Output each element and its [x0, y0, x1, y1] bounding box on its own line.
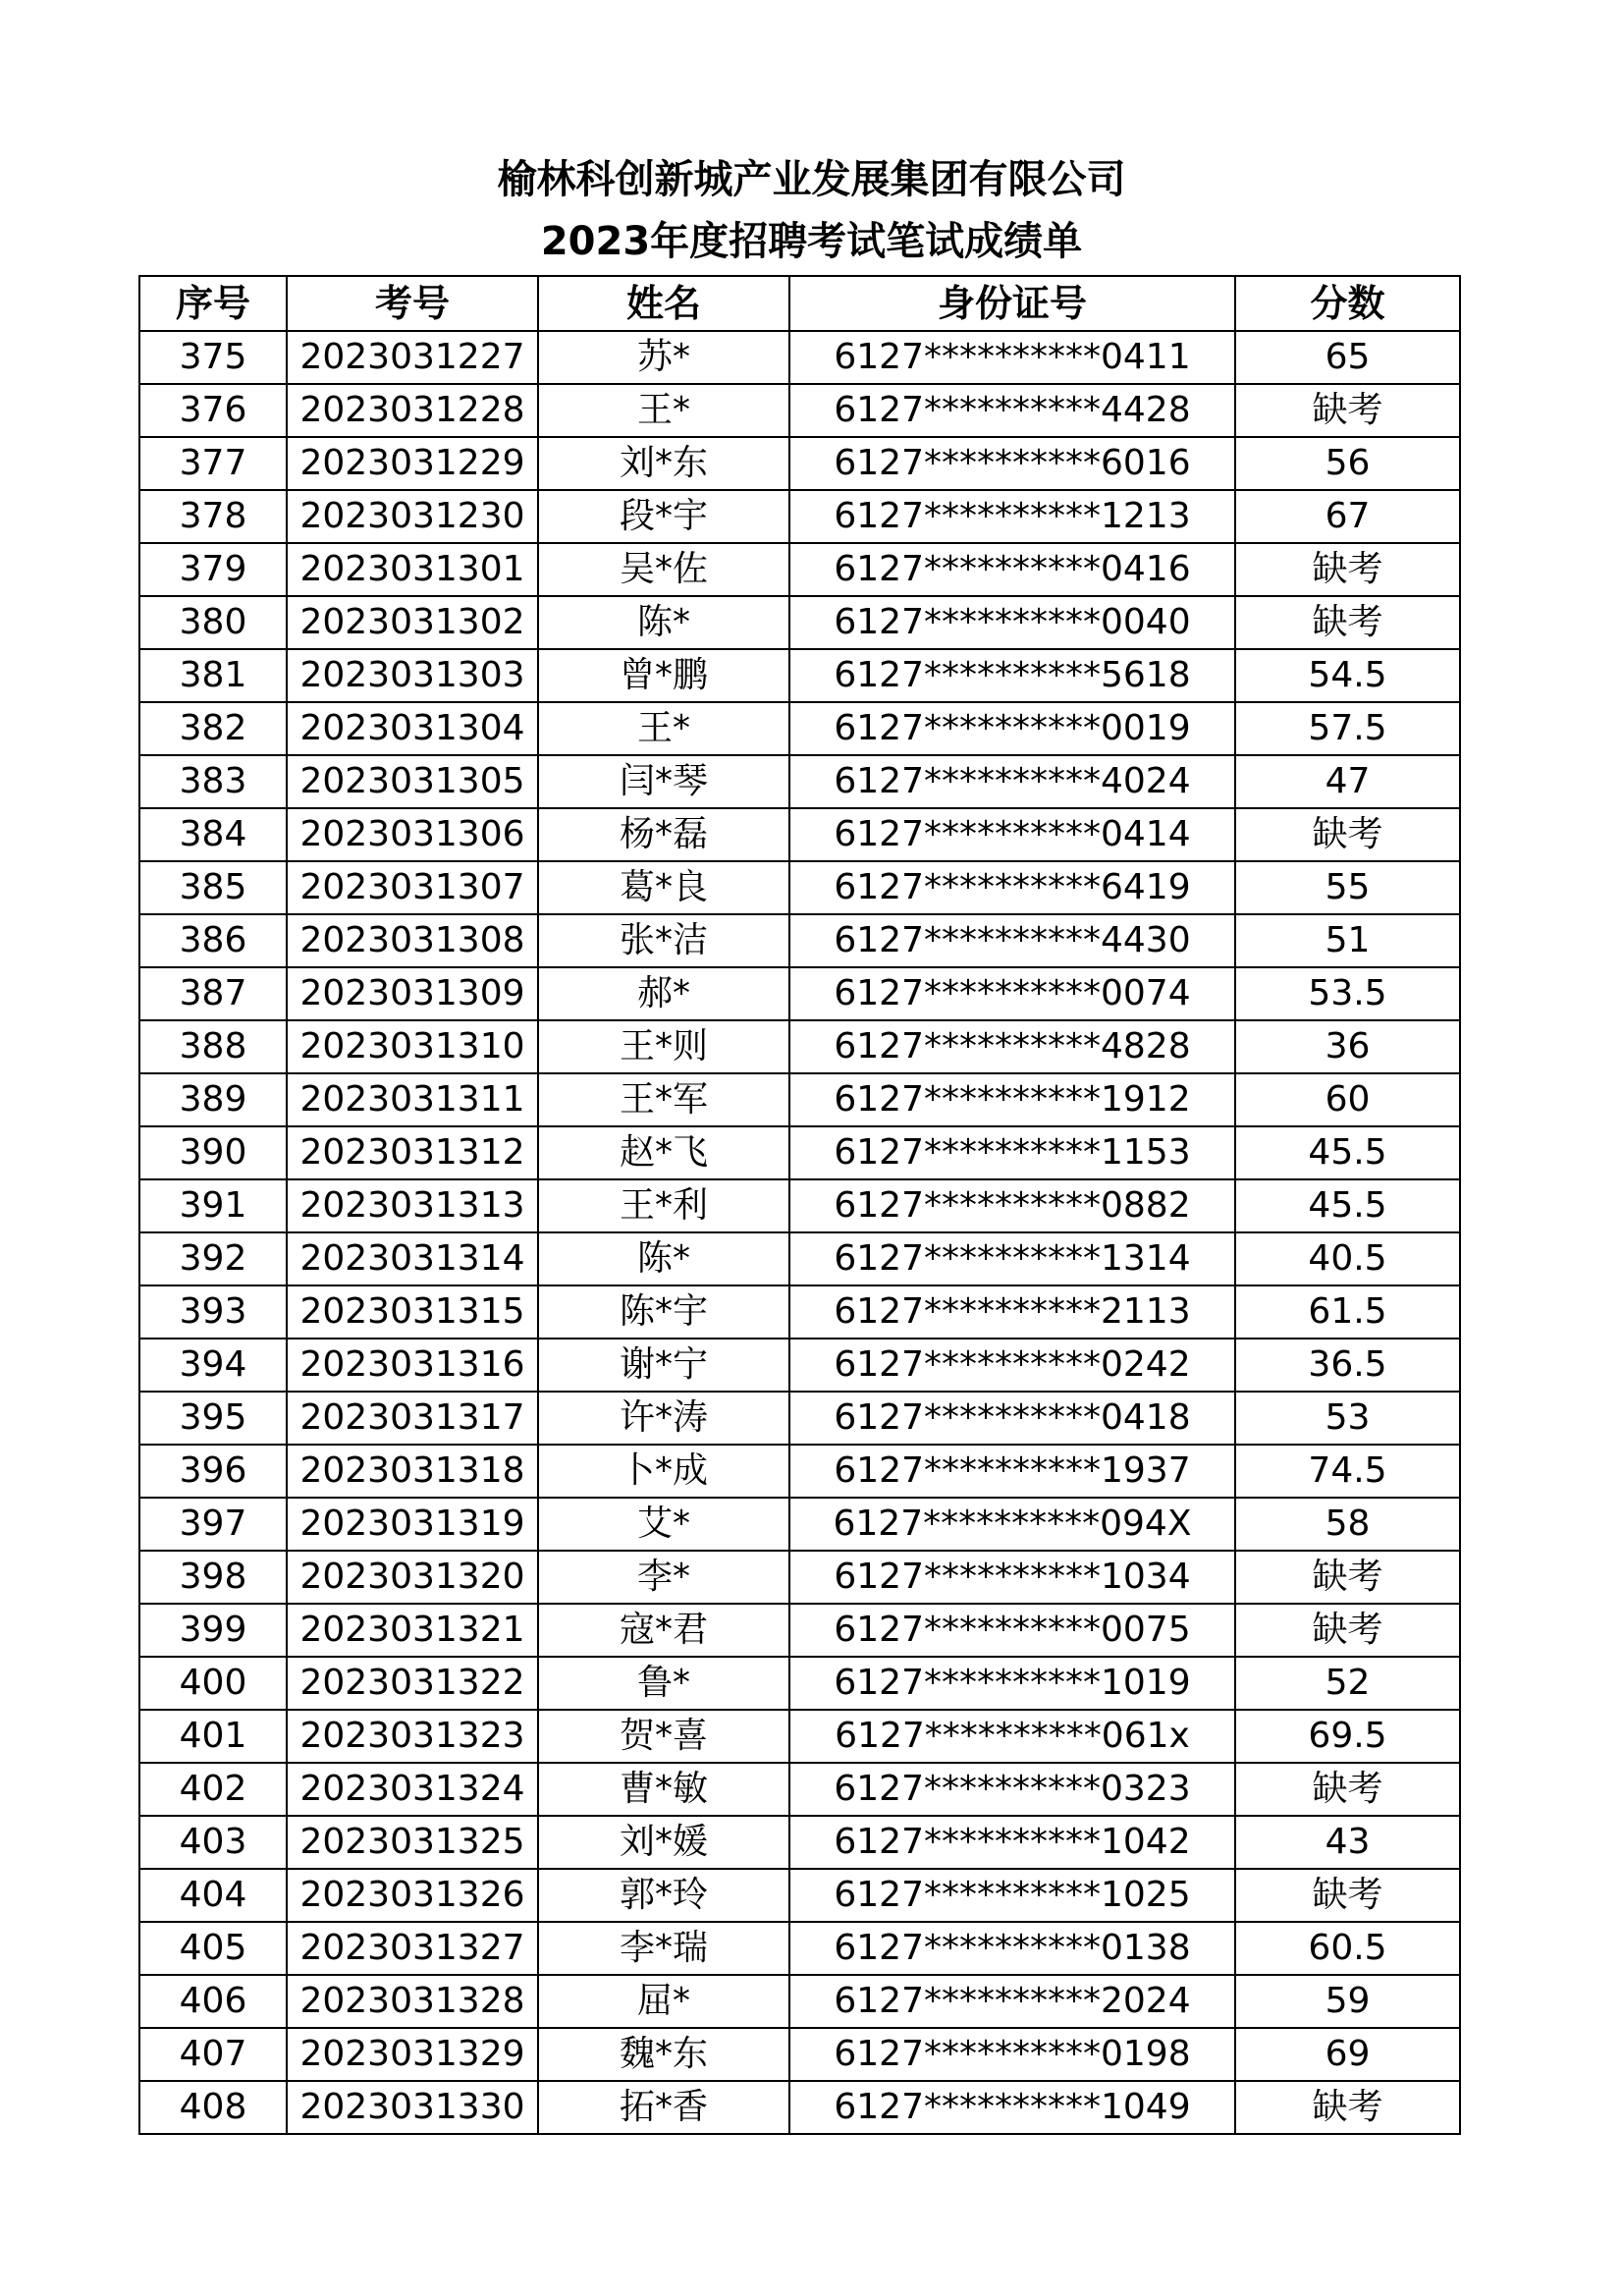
seq-cell: 387: [139, 967, 287, 1020]
score-cell: 57.5: [1235, 702, 1460, 755]
name-cell: 拓*香: [538, 2081, 789, 2134]
seq-cell: 376: [139, 384, 287, 437]
score-cell: 缺考: [1235, 808, 1460, 861]
exam-no-cell: 2023031313: [287, 1179, 538, 1232]
exam-no-cell: 2023031328: [287, 1975, 538, 2028]
id-number-cell: 6127**********1314: [789, 1232, 1235, 1285]
exam-no-cell: 2023031330: [287, 2081, 538, 2134]
name-cell: 李*: [538, 1551, 789, 1604]
name-cell: 屈*: [538, 1975, 789, 2028]
name-cell: 王*利: [538, 1179, 789, 1232]
score-cell: 缺考: [1235, 1763, 1460, 1816]
name-cell: 苏*: [538, 331, 789, 384]
id-number-cell: 6127**********0416: [789, 543, 1235, 596]
table-row: [139, 649, 1460, 702]
score-cell: 缺考: [1235, 1551, 1460, 1604]
id-number-cell: 6127**********0075: [789, 1604, 1235, 1657]
exam-no-cell: 2023031324: [287, 1763, 538, 1816]
score-cell: 缺考: [1235, 1869, 1460, 1922]
seq-cell: 378: [139, 490, 287, 543]
seq-cell: 393: [139, 1285, 287, 1339]
score-cell: 56: [1235, 437, 1460, 490]
score-cell: 缺考: [1235, 1604, 1460, 1657]
document-subtitle: 2023年度招聘考试笔试成绩单: [540, 219, 1083, 264]
seq-cell: 402: [139, 1763, 287, 1816]
id-number-cell: 6127**********0411: [789, 331, 1235, 384]
name-cell: 杨*磊: [538, 808, 789, 861]
seq-cell: 385: [139, 861, 287, 914]
name-cell: 郝*: [538, 967, 789, 1020]
name-cell: 李*瑞: [538, 1922, 789, 1975]
seq-cell: 401: [139, 1710, 287, 1763]
seq-cell: 383: [139, 755, 287, 808]
column-header-seq: 序号: [139, 276, 287, 331]
table-row: [139, 2028, 1460, 2081]
seq-cell: 398: [139, 1551, 287, 1604]
table-row: [139, 1869, 1460, 1922]
seq-cell: 407: [139, 2028, 287, 2081]
seq-cell: 403: [139, 1816, 287, 1869]
column-header-exam-no: 考号: [287, 276, 538, 331]
score-cell: 51: [1235, 914, 1460, 967]
seq-cell: 382: [139, 702, 287, 755]
seq-cell: 384: [139, 808, 287, 861]
id-number-cell: 6127**********1049: [789, 2081, 1235, 2134]
score-cell: 59: [1235, 1975, 1460, 2028]
id-number-cell: 6127**********1912: [789, 1073, 1235, 1126]
exam-no-cell: 2023031310: [287, 1020, 538, 1073]
name-cell: 刘*东: [538, 437, 789, 490]
table-row: [139, 861, 1460, 914]
score-cell: 67: [1235, 490, 1460, 543]
name-cell: 王*则: [538, 1020, 789, 1073]
name-cell: 葛*良: [538, 861, 789, 914]
id-number-cell: 6127**********0418: [789, 1392, 1235, 1445]
id-number-cell: 6127**********4428: [789, 384, 1235, 437]
score-cell: 74.5: [1235, 1445, 1460, 1498]
score-cell: 53.5: [1235, 967, 1460, 1020]
table-row: [139, 1232, 1460, 1285]
column-header-score: 分数: [1235, 276, 1460, 331]
score-cell: 缺考: [1235, 384, 1460, 437]
id-number-cell: 6127**********5618: [789, 649, 1235, 702]
id-number-cell: 6127**********6016: [789, 437, 1235, 490]
exam-no-cell: 2023031325: [287, 1816, 538, 1869]
table-row: [139, 437, 1460, 490]
name-cell: 卜*成: [538, 1445, 789, 1498]
id-number-cell: 6127**********1042: [789, 1816, 1235, 1869]
name-cell: 魏*东: [538, 2028, 789, 2081]
id-number-cell: 6127**********1034: [789, 1551, 1235, 1604]
score-cell: 58: [1235, 1498, 1460, 1551]
id-number-cell: 6127**********1213: [789, 490, 1235, 543]
column-header-name: 姓名: [538, 276, 789, 331]
name-cell: 曹*敏: [538, 1763, 789, 1816]
seq-cell: 399: [139, 1604, 287, 1657]
score-cell: 缺考: [1235, 2081, 1460, 2134]
exam-no-cell: 2023031305: [287, 755, 538, 808]
id-number-cell: 6127**********094X: [789, 1498, 1235, 1551]
id-number-cell: 6127**********0882: [789, 1179, 1235, 1232]
id-number-cell: 6127**********6419: [789, 861, 1235, 914]
seq-cell: 390: [139, 1126, 287, 1179]
name-cell: 谢*宁: [538, 1339, 789, 1392]
id-number-cell: 6127**********0414: [789, 808, 1235, 861]
seq-cell: 392: [139, 1232, 287, 1285]
name-cell: 陈*: [538, 596, 789, 649]
id-number-cell: 6127**********1153: [789, 1126, 1235, 1179]
id-number-cell: 6127**********0019: [789, 702, 1235, 755]
table-row: [139, 490, 1460, 543]
exam-no-cell: 2023031327: [287, 1922, 538, 1975]
table-row: [139, 1498, 1460, 1551]
exam-no-cell: 2023031229: [287, 437, 538, 490]
exam-no-cell: 2023031228: [287, 384, 538, 437]
seq-cell: 396: [139, 1445, 287, 1498]
seq-cell: 388: [139, 1020, 287, 1073]
score-cell: 45.5: [1235, 1126, 1460, 1179]
seq-cell: 400: [139, 1657, 287, 1710]
table-row: [139, 1657, 1460, 1710]
id-number-cell: 6127**********1019: [789, 1657, 1235, 1710]
seq-cell: 386: [139, 914, 287, 967]
exam-no-cell: 2023031311: [287, 1073, 538, 1126]
id-number-cell: 6127**********1937: [789, 1445, 1235, 1498]
exam-no-cell: 2023031321: [287, 1604, 538, 1657]
seq-cell: 375: [139, 331, 287, 384]
seq-cell: 395: [139, 1392, 287, 1445]
document-title: 榆林科创新城产业发展集团有限公司: [497, 157, 1126, 202]
table-row: [139, 1339, 1460, 1392]
id-number-cell: 6127**********4430: [789, 914, 1235, 967]
seq-cell: 404: [139, 1869, 287, 1922]
score-cell: 54.5: [1235, 649, 1460, 702]
table-row: [139, 1975, 1460, 2028]
score-cell: 53: [1235, 1392, 1460, 1445]
exam-no-cell: 2023031308: [287, 914, 538, 967]
score-cell: 45.5: [1235, 1179, 1460, 1232]
exam-no-cell: 2023031302: [287, 596, 538, 649]
name-cell: 王*军: [538, 1073, 789, 1126]
exam-no-cell: 2023031322: [287, 1657, 538, 1710]
table-row: [139, 1392, 1460, 1445]
score-cell: 60: [1235, 1073, 1460, 1126]
table-row: [139, 1073, 1460, 1126]
seq-cell: 389: [139, 1073, 287, 1126]
id-number-cell: 6127**********2113: [789, 1285, 1235, 1339]
table-row: [139, 1445, 1460, 1498]
score-table: [138, 275, 1461, 2135]
exam-no-cell: 2023031306: [287, 808, 538, 861]
id-number-cell: 6127**********0138: [789, 1922, 1235, 1975]
exam-no-cell: 2023031315: [287, 1285, 538, 1339]
name-cell: 陈*: [538, 1232, 789, 1285]
id-number-cell: 6127**********0040: [789, 596, 1235, 649]
score-cell: 69: [1235, 2028, 1460, 2081]
name-cell: 曾*鹏: [538, 649, 789, 702]
id-number-cell: 6127**********1025: [789, 1869, 1235, 1922]
seq-cell: 391: [139, 1179, 287, 1232]
id-number-cell: 6127**********2024: [789, 1975, 1235, 2028]
name-cell: 郭*玲: [538, 1869, 789, 1922]
table-row: [139, 1922, 1460, 1975]
table-row: [139, 914, 1460, 967]
name-cell: 闫*琴: [538, 755, 789, 808]
exam-no-cell: 2023031326: [287, 1869, 538, 1922]
seq-cell: 397: [139, 1498, 287, 1551]
score-cell: 52: [1235, 1657, 1460, 1710]
seq-cell: 408: [139, 2081, 287, 2134]
table-row: [139, 1551, 1460, 1604]
name-cell: 陈*宇: [538, 1285, 789, 1339]
score-cell: 55: [1235, 861, 1460, 914]
exam-no-cell: 2023031314: [287, 1232, 538, 1285]
name-cell: 许*涛: [538, 1392, 789, 1445]
id-number-cell: 6127**********0198: [789, 2028, 1235, 2081]
name-cell: 贺*喜: [538, 1710, 789, 1763]
name-cell: 艾*: [538, 1498, 789, 1551]
seq-cell: 380: [139, 596, 287, 649]
exam-no-cell: 2023031309: [287, 967, 538, 1020]
score-cell: 缺考: [1235, 543, 1460, 596]
seq-cell: 377: [139, 437, 287, 490]
exam-no-cell: 2023031320: [287, 1551, 538, 1604]
table-row: [139, 596, 1460, 649]
table-row: [139, 1020, 1460, 1073]
table-row: [139, 1710, 1460, 1763]
score-cell: 缺考: [1235, 596, 1460, 649]
table-row: [139, 1285, 1460, 1339]
score-cell: 36.5: [1235, 1339, 1460, 1392]
exam-no-cell: 2023031316: [287, 1339, 538, 1392]
score-cell: 43: [1235, 1816, 1460, 1869]
exam-no-cell: 2023031319: [287, 1498, 538, 1551]
column-header-id-number: 身份证号: [789, 276, 1235, 331]
score-cell: 60.5: [1235, 1922, 1460, 1975]
id-number-cell: 6127**********4828: [789, 1020, 1235, 1073]
exam-no-cell: 2023031329: [287, 2028, 538, 2081]
seq-cell: 381: [139, 649, 287, 702]
score-cell: 69.5: [1235, 1710, 1460, 1763]
exam-no-cell: 2023031230: [287, 490, 538, 543]
table-row: [139, 1126, 1460, 1179]
seq-cell: 406: [139, 1975, 287, 2028]
table-row: [139, 543, 1460, 596]
exam-no-cell: 2023031227: [287, 331, 538, 384]
table-row: [139, 755, 1460, 808]
name-cell: 赵*飞: [538, 1126, 789, 1179]
name-cell: 吴*佐: [538, 543, 789, 596]
score-cell: 61.5: [1235, 1285, 1460, 1339]
id-number-cell: 6127**********0074: [789, 967, 1235, 1020]
score-cell: 40.5: [1235, 1232, 1460, 1285]
table-row: [139, 1179, 1460, 1232]
id-number-cell: 6127**********061x: [789, 1710, 1235, 1763]
score-cell: 47: [1235, 755, 1460, 808]
exam-no-cell: 2023031307: [287, 861, 538, 914]
seq-cell: 405: [139, 1922, 287, 1975]
name-cell: 王*: [538, 384, 789, 437]
id-number-cell: 6127**********0323: [789, 1763, 1235, 1816]
exam-no-cell: 2023031318: [287, 1445, 538, 1498]
table-row: [139, 808, 1460, 861]
table-row: [139, 384, 1460, 437]
name-cell: 鲁*: [538, 1657, 789, 1710]
name-cell: 王*: [538, 702, 789, 755]
exam-no-cell: 2023031301: [287, 543, 538, 596]
name-cell: 段*宇: [538, 490, 789, 543]
seq-cell: 379: [139, 543, 287, 596]
table-row: [139, 702, 1460, 755]
table-row: [139, 331, 1460, 384]
id-number-cell: 6127**********0242: [789, 1339, 1235, 1392]
seq-cell: 394: [139, 1339, 287, 1392]
exam-no-cell: 2023031323: [287, 1710, 538, 1763]
exam-no-cell: 2023031312: [287, 1126, 538, 1179]
score-cell: 65: [1235, 331, 1460, 384]
score-cell: 36: [1235, 1020, 1460, 1073]
table-row: [139, 1604, 1460, 1657]
name-cell: 刘*媛: [538, 1816, 789, 1869]
table-row: [139, 1763, 1460, 1816]
header-row: [139, 276, 1460, 331]
id-number-cell: 6127**********4024: [789, 755, 1235, 808]
table-row: [139, 967, 1460, 1020]
table-row: [139, 1816, 1460, 1869]
exam-no-cell: 2023031317: [287, 1392, 538, 1445]
name-cell: 张*洁: [538, 914, 789, 967]
name-cell: 寇*君: [538, 1604, 789, 1657]
exam-no-cell: 2023031304: [287, 702, 538, 755]
table-row: [139, 2081, 1460, 2134]
exam-no-cell: 2023031303: [287, 649, 538, 702]
